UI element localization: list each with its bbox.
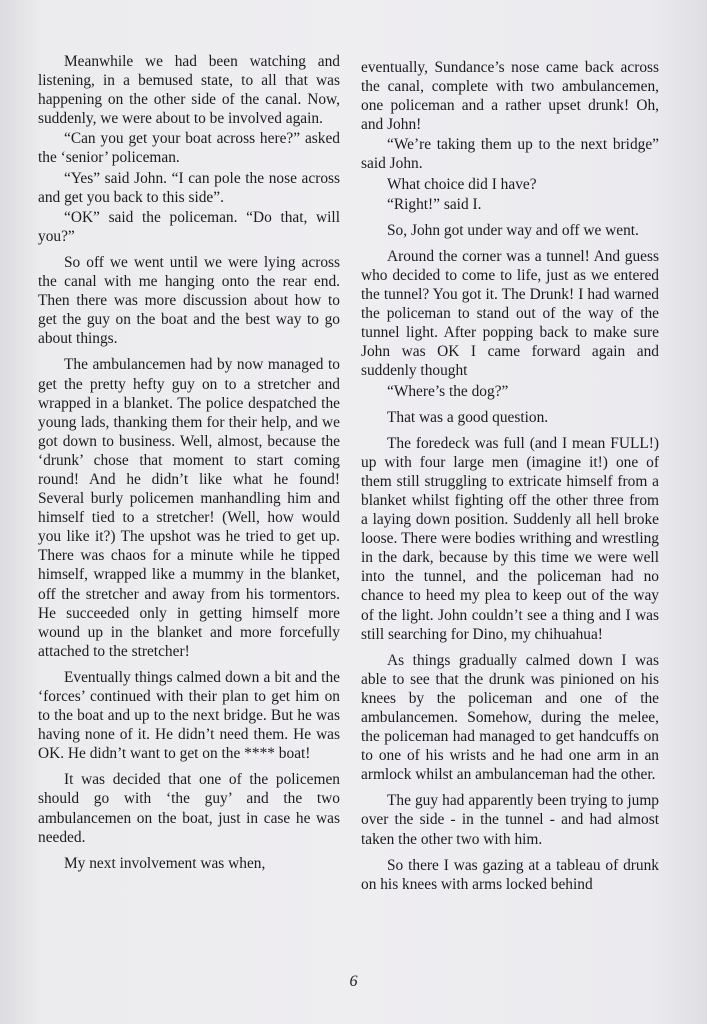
left-column [38, 52, 340, 880]
paragraph: Meanwhile we had been watching and listening, in a bemused state, to all that was happening on the other side of the canal. Now, suddenly, we were about to be involved again. [38, 53, 340, 128]
paragraph: “We’re taking them up to the next bridge” said John. [361, 136, 659, 173]
paragraph: The foredeck was full (and I mean FULL!) up with four large men (imagine it!) one of them still struggling to extricate himself from a blanket whilst fighting off the other three from a laying down position. Suddenly all hell broke loose. There were bodies writhing and wrestling in the dark, because by this time we were well into the tunnel, and the policeman had no chance to heed my plea to keep out of the way of the light. John couldn’t see a thing and I was still searching for Dino, my chihuahua! [361, 434, 659, 643]
paragraph: That was a good question. [387, 408, 549, 426]
paragraph: It was decided that one of the policemen should go with ‘the guy’ and the two ambulancemen on the boat, just in case he was needed. [38, 771, 340, 846]
paragraph: So off we went until we were lying across the canal with me hanging onto the rear end. Then there was more discussion about how to get the guy on the boat and the best way to go about things. [38, 253, 340, 348]
paragraph: “Right!” said I. [387, 195, 482, 213]
paragraph: The guy had apparently been trying to jump over the side - in the tunnel - and had almost taken the other two with him. [361, 792, 659, 848]
paragraph: The ambulancemen had by now managed to get the pretty hefty guy on to a stretcher and wrapped in a blanket. The police despatched the young lads, thanking them for their help, and we got down to business. Well, almost, because the ‘drunk’ chose that moment to start coming round! And he didn’t like what he found! Several burly policemen manhandling him and himself tied to a stretcher! (Well, how would you like it?) The upshot was he tried to get up. There was chaos for a minute while he tipped himself, wrapped like a mummy in the blanket, off the stretcher and away from his tormentors. He succeeded only in getting himself more wound up in the blanket and more forcefully attached to the stretcher! [38, 356, 340, 660]
paragraph: What choice did I have? [387, 175, 537, 193]
paragraph: So there I was gazing at a tableau of drunk on his knees with arms locked behind [361, 856, 659, 893]
paragraph: “Can you get your boat across here?” asked the ‘senior’ policeman. [38, 130, 340, 167]
right-column [361, 58, 659, 901]
paragraph: As things gradually calmed down I was able to see that the drunk was pinioned on his knees by the policeman and one of the ambulancemen. Somehow, during the melee, the policeman had managed to get handcuffs on to one of his wrists and he had one arm in an armlock whilst an ambulanceman had the other. [361, 651, 659, 784]
paragraph: So, John got under way and off we went. [387, 221, 639, 239]
paragraph: “OK” said the policeman. “Do that, will you?” [38, 208, 340, 245]
paragraph: Eventually things calmed down a bit and the ‘forces’ continued with their plan to get him on to the boat and up to the next bridge. But he was having none of it. He didn’t need them. He was OK. He didn’t want to get on the **** boat! [38, 668, 340, 763]
paragraph: My next involvement was when, [64, 854, 266, 872]
page-number: 6 [349, 973, 358, 990]
paragraph: eventually, Sundance’s nose came back across the canal, complete with two ambulancemen, one policeman and a rather upset drunk! Oh, and John! [361, 59, 659, 134]
paragraph: Around the corner was a tunnel! And guess who decided to come to life, just as we entered the tunnel? You got it. The Drunk! I had warned the policeman to stand out of the way of the tunnel light. After popping back to make sure John was OK I came forward again and suddenly thought [361, 247, 659, 380]
paragraph: “Yes” said John. “I can pole the nose across and get you back to this side”. [38, 169, 340, 206]
paragraph: “Where’s the dog?” [387, 382, 509, 400]
